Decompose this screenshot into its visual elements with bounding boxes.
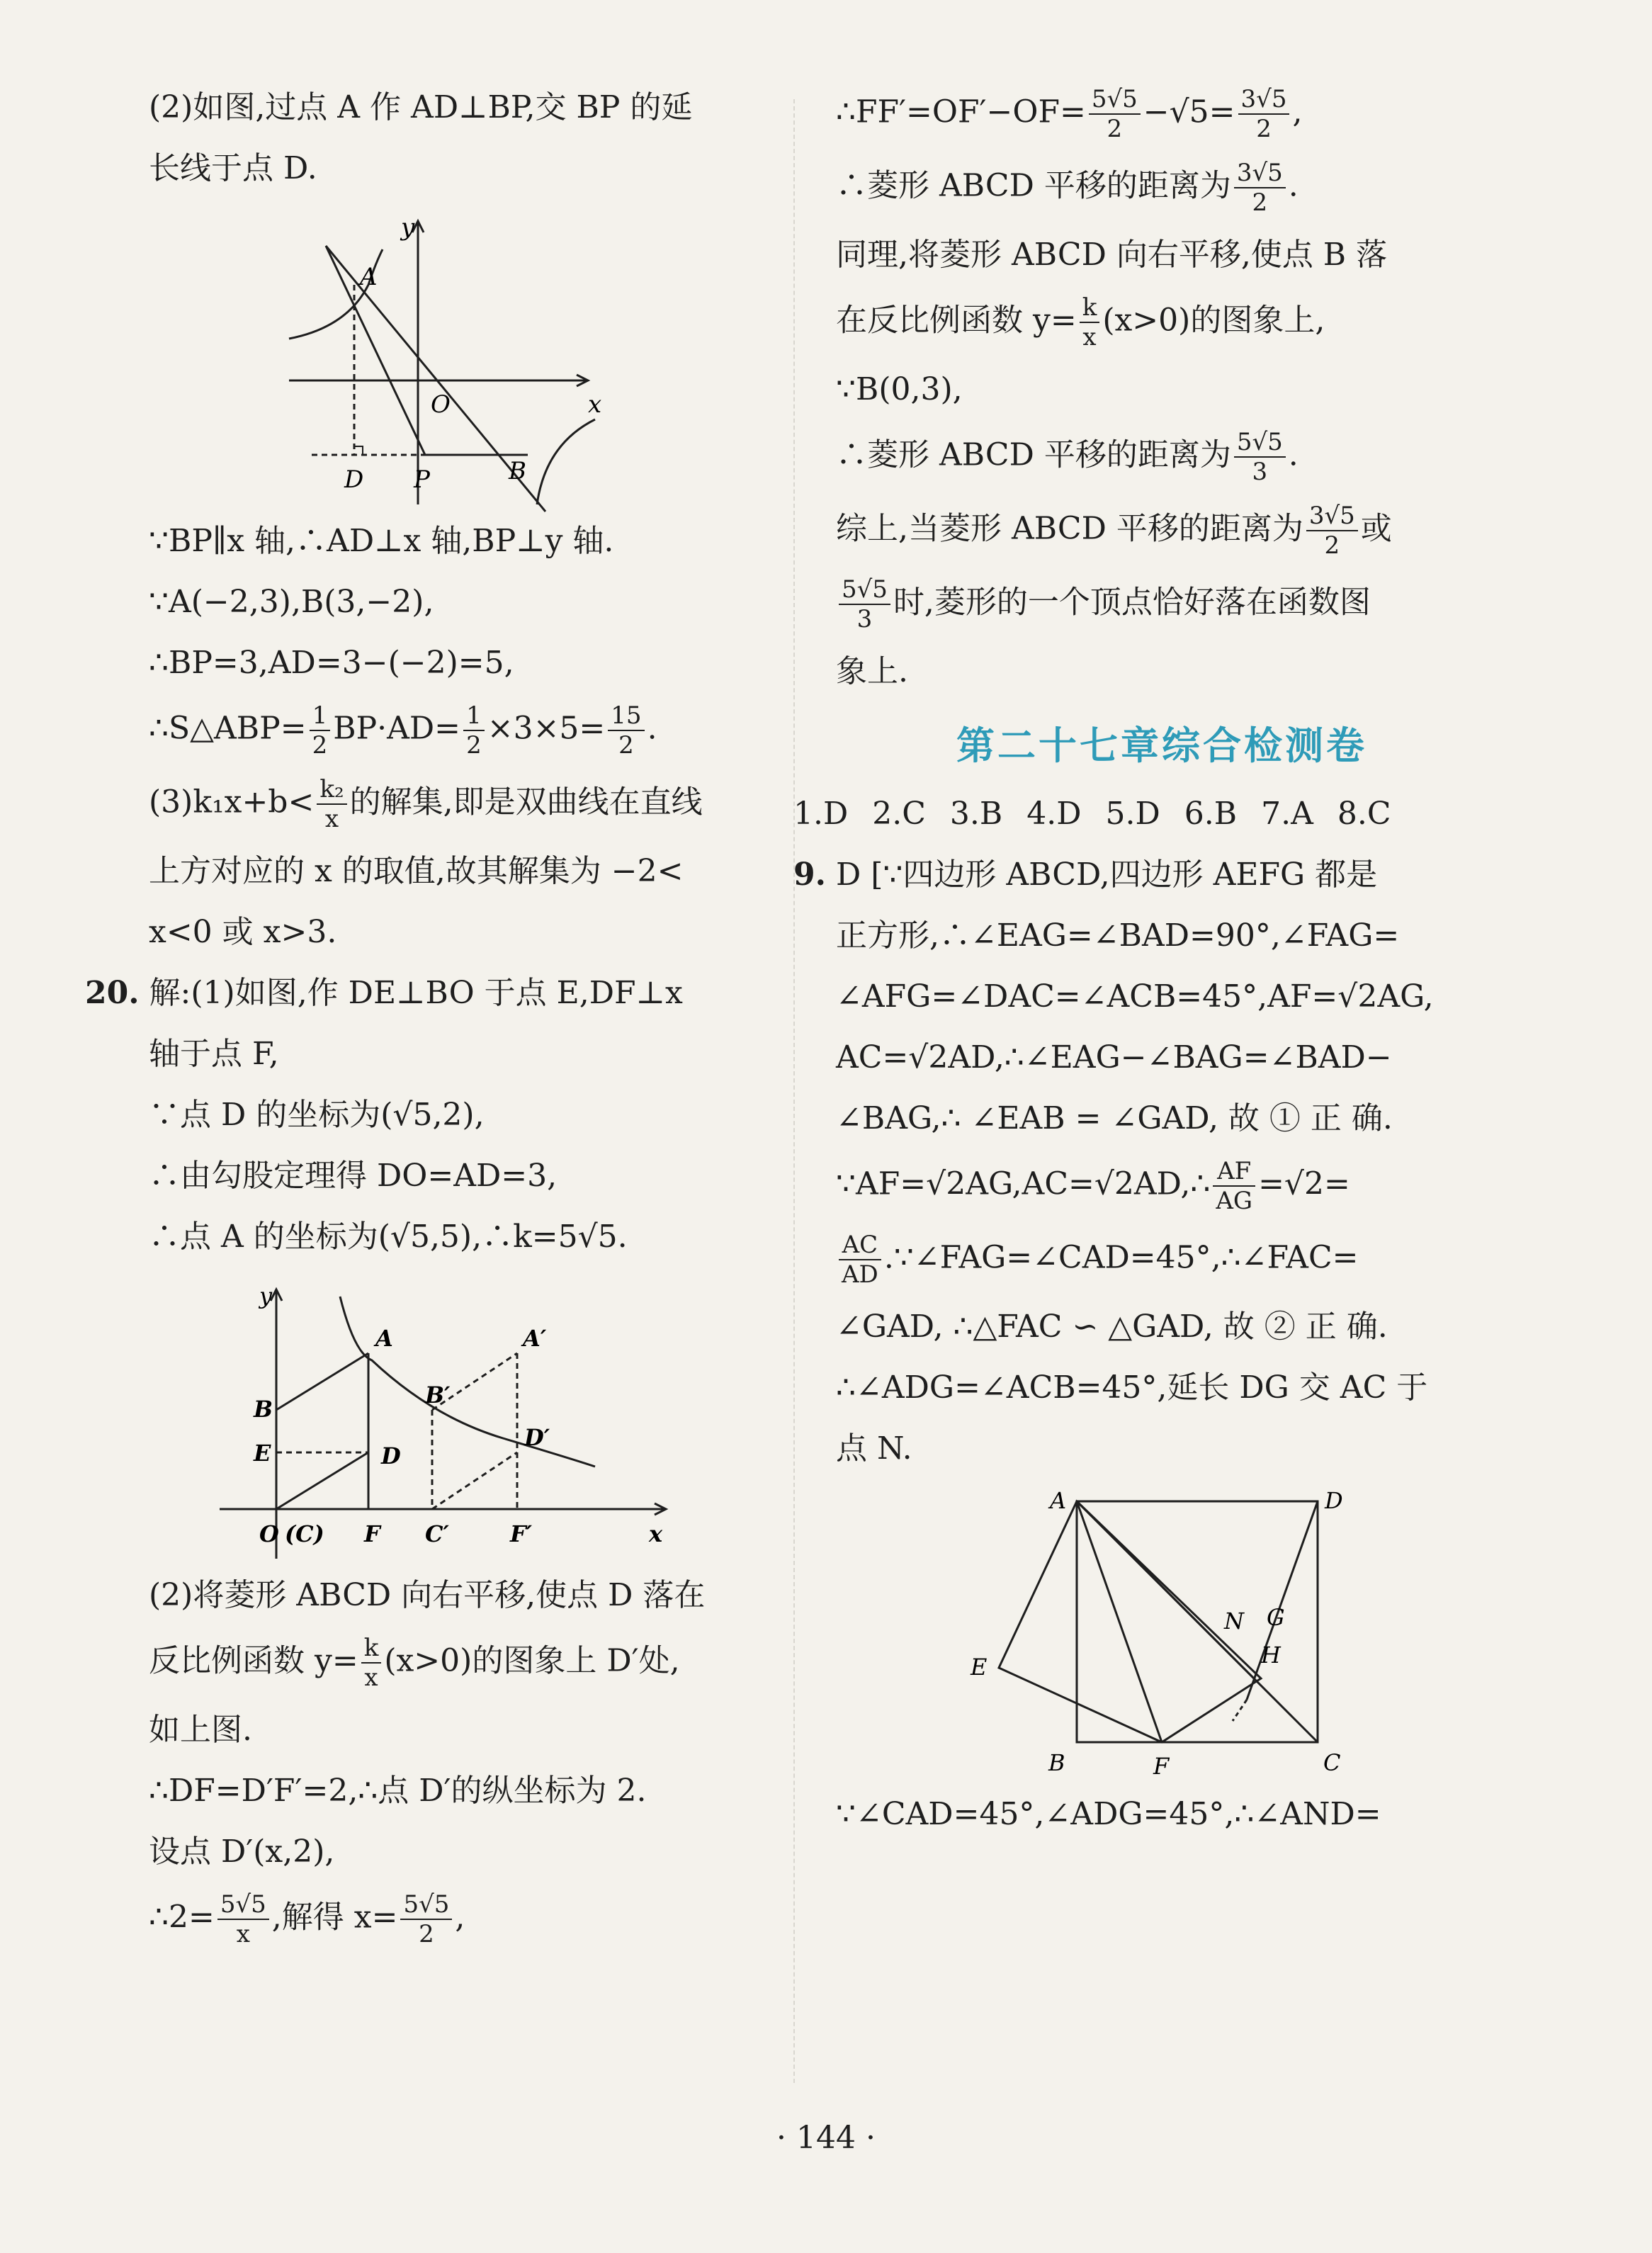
label-g: G xyxy=(1267,1604,1285,1631)
text: ,解得 x= xyxy=(271,1899,398,1936)
text-line: ∴∠ADG=∠ACB=45°,延长 DG 交 AC 于 xyxy=(836,1370,1428,1406)
numerator: 1 xyxy=(463,701,485,731)
denominator: 3 xyxy=(1252,458,1268,486)
fraction xyxy=(839,575,890,633)
text-line: 设点 D′(x,2), xyxy=(149,1834,335,1870)
fraction xyxy=(839,1231,881,1289)
denominator: 2 xyxy=(1256,115,1272,143)
text-line xyxy=(836,575,1488,633)
text-line: ∴由勾股定理得 DO=AD=3, xyxy=(149,1158,558,1194)
side-ba xyxy=(276,1353,368,1410)
denominator: 2 xyxy=(1107,115,1123,143)
denominator: 2 xyxy=(618,731,634,760)
answer-item: 8.C xyxy=(1337,796,1391,832)
text-line: ∠GAD, ∴△FAC ∽ △GAD, 故 ② 正 确. xyxy=(836,1309,1388,1345)
fraction xyxy=(400,1890,452,1948)
denominator: 2 xyxy=(1252,188,1268,217)
column-divider xyxy=(793,99,795,2083)
text-line xyxy=(836,159,1488,217)
denominator: 2 xyxy=(1324,531,1340,560)
text-line: ∠AFG=∠DAC=∠ACB=45°,AF=√2AG, xyxy=(836,978,1434,1015)
label-y: y xyxy=(401,213,415,242)
numerator: 3√5 xyxy=(1234,159,1286,188)
text: (3)k₁x+b< xyxy=(149,784,315,820)
denominator: 2 xyxy=(466,731,482,760)
label-o: O xyxy=(259,1520,279,1547)
numerator: 5√5 xyxy=(400,1890,452,1920)
text: ∵AF=√2AG,AC=√2AD,∴ xyxy=(836,1165,1211,1202)
text: 或 xyxy=(1360,510,1392,547)
numerator: k xyxy=(361,1634,382,1664)
side-od xyxy=(276,1452,368,1509)
label-f: F xyxy=(364,1520,380,1547)
question-20-header xyxy=(85,971,772,1016)
text-line-area xyxy=(135,701,772,760)
text: 时,菱形的一个顶点恰好落在函数图 xyxy=(893,584,1371,621)
right-column xyxy=(793,85,1488,1853)
numerator: 1 xyxy=(310,701,331,731)
denominator: x xyxy=(324,805,339,833)
fraction xyxy=(1234,428,1286,486)
text-line: ∠BAG,∴ ∠EAB = ∠GAD, 故 ① 正 确. xyxy=(836,1100,1393,1136)
label-e: E xyxy=(254,1440,271,1467)
text-line: 轴于点 F, xyxy=(149,1036,279,1072)
text-line: ∵∠CAD=45°,∠ADG=45°,∴∠AND= xyxy=(836,1796,1381,1832)
figure-rhombus-translation xyxy=(135,1275,772,1573)
label-d: D xyxy=(344,465,364,494)
question-9-header xyxy=(793,852,1488,898)
fraction xyxy=(361,1634,382,1692)
segment-af xyxy=(1077,1501,1162,1742)
numerator: 3√5 xyxy=(1306,502,1358,531)
denominator: 3 xyxy=(856,605,873,633)
right-angle-mark xyxy=(354,446,363,455)
answer-row xyxy=(793,791,1488,837)
text-line xyxy=(836,428,1488,486)
denominator: x xyxy=(236,1920,250,1948)
label-a: A xyxy=(375,1325,393,1352)
text: ∴S△ABP= xyxy=(149,710,307,747)
text: ∴2= xyxy=(149,1899,215,1936)
denominator: AD xyxy=(842,1260,878,1289)
label-b: B xyxy=(1048,1749,1065,1776)
text-line xyxy=(836,1157,1488,1215)
text-line: 象上. xyxy=(836,653,908,689)
answer-item: 4.D xyxy=(1026,796,1082,832)
numerator: 5√5 xyxy=(1089,85,1141,115)
fraction xyxy=(1089,85,1141,143)
numerator: 15 xyxy=(608,701,644,731)
label-f: F xyxy=(1153,1753,1170,1780)
numerator: 3√5 xyxy=(1238,85,1290,115)
text-line: 点 N. xyxy=(836,1430,912,1467)
text: ∴菱形 ABCD 平移的距离为 xyxy=(836,167,1231,204)
text: 的解集,即是双曲线在直线 xyxy=(349,784,703,820)
label-c: (C) xyxy=(285,1520,324,1547)
text: −√5= xyxy=(1143,94,1235,130)
text-line: 如上图. xyxy=(149,1712,252,1748)
numerator: AF xyxy=(1213,1157,1255,1187)
label-c-prime: C′ xyxy=(425,1520,449,1547)
text-line xyxy=(836,1231,1488,1289)
fraction xyxy=(1238,85,1290,143)
label-x: x xyxy=(649,1520,663,1547)
numerator: 5√5 xyxy=(217,1890,269,1920)
text: 在反比例函数 y= xyxy=(836,302,1077,339)
label-b: B xyxy=(509,457,526,485)
text-line: ∴BP=3,AD=3−(−2)=5, xyxy=(149,645,514,681)
shifted-c-d xyxy=(432,1452,517,1509)
answer-item: 5.D xyxy=(1105,796,1160,832)
numerator: 5√5 xyxy=(1234,428,1286,458)
text-line: (2)将菱形 ABCD 向右平移,使点 D 落在 xyxy=(149,1577,706,1613)
label-d-prime: D′ xyxy=(524,1424,550,1451)
fraction xyxy=(1306,502,1358,560)
text: D [∵四边形 ABCD,四边形 AEFG 都是 xyxy=(835,857,1378,893)
label-a-prime: A′ xyxy=(523,1325,547,1352)
answer-item: 3.B xyxy=(949,796,1003,832)
label-a: A xyxy=(360,263,378,291)
text: =√2= xyxy=(1258,1165,1350,1202)
label-b-prime: B′ xyxy=(425,1382,451,1408)
question-number: 9. xyxy=(793,857,826,893)
fraction xyxy=(1080,293,1100,351)
answer-item: 6.B xyxy=(1184,796,1238,832)
text: ∴FF′=OF′−OF= xyxy=(836,94,1086,130)
label-o: O xyxy=(431,390,451,419)
text-line: (2)如图,过点 A 作 AD⊥BP,交 BP 的延 xyxy=(149,89,693,125)
label-d: D xyxy=(381,1442,401,1469)
fraction xyxy=(217,1890,269,1948)
square-aefg xyxy=(999,1501,1261,1742)
text-line: 长线于点 D. xyxy=(149,150,317,186)
label-n: N xyxy=(1224,1608,1244,1634)
text-line: ∵点 D 的坐标为(√5,2), xyxy=(149,1097,485,1133)
text: . xyxy=(1288,436,1299,473)
denominator: 2 xyxy=(419,1920,434,1948)
numerator: k xyxy=(1080,293,1100,323)
text: BP·AD= xyxy=(333,710,461,747)
text-line xyxy=(836,293,1488,351)
fraction xyxy=(317,775,346,833)
text: , xyxy=(1292,94,1303,130)
text: ×3×5= xyxy=(487,710,606,747)
answer-item: 2.C xyxy=(872,796,926,832)
figure-hyperbola-triangle xyxy=(135,207,772,519)
chapter-title: 第二十七章综合检测卷 xyxy=(956,723,1367,768)
denominator: AG xyxy=(1216,1187,1253,1215)
answer-item: 1.D xyxy=(793,796,849,832)
fraction xyxy=(1213,1157,1255,1215)
text: (x>0)的图象上 D′处, xyxy=(384,1642,680,1679)
label-x: x xyxy=(588,390,602,419)
numerator: AC xyxy=(839,1231,881,1260)
text: (x>0)的图象上, xyxy=(1102,302,1325,339)
label-h: H xyxy=(1261,1642,1281,1668)
text: 反比例函数 y= xyxy=(149,1642,358,1679)
text: 综上,当菱形 ABCD 平移的距离为 xyxy=(836,510,1303,547)
label-y: y xyxy=(259,1282,273,1309)
label-b: B xyxy=(254,1396,273,1423)
fraction xyxy=(1234,159,1286,217)
text-line: ∴DF=D′F′=2,∴点 D′的纵坐标为 2. xyxy=(149,1773,647,1809)
hyperbola xyxy=(340,1297,595,1467)
segment-dg xyxy=(1247,1501,1318,1700)
text-line xyxy=(836,85,1488,143)
text-line: 同理,将菱形 ABCD 向右平移,使点 B 落 xyxy=(836,237,1388,273)
fraction xyxy=(463,701,485,760)
text-line: AC=√2AD,∴∠EAG−∠BAG=∠BAD− xyxy=(836,1039,1392,1075)
text-line: ∴点 A 的坐标为(√5,5),∴k=5√5. xyxy=(149,1219,628,1255)
text-line: x<0 或 x>3. xyxy=(149,914,337,950)
segment-gn xyxy=(1233,1700,1247,1721)
text: , xyxy=(455,1899,465,1936)
fraction xyxy=(310,701,331,760)
left-column xyxy=(85,85,772,1964)
answer-item: 7.A xyxy=(1261,796,1313,832)
text-line: ∵A(−2,3),B(3,−2), xyxy=(149,584,434,620)
text: . xyxy=(1288,167,1299,204)
denominator: x xyxy=(364,1664,378,1692)
text-line: ∵BP∥x 轴,∴AD⊥x 轴,BP⊥y 轴. xyxy=(149,523,614,559)
label-p: P xyxy=(414,465,430,494)
segment-ah xyxy=(1077,1501,1254,1678)
figure-two-squares xyxy=(836,1487,1488,1792)
text-line xyxy=(135,1634,772,1692)
text-line xyxy=(135,775,772,833)
text-line: 正方形,∴∠EAG=∠BAD=90°,∠FAG= xyxy=(836,917,1400,954)
text-line: 上方对应的 x 的取值,故其解集为 −2< xyxy=(149,853,684,889)
denominator: 2 xyxy=(312,731,328,760)
hyperbola-branch-right xyxy=(537,419,595,504)
denominator: x xyxy=(1082,323,1097,351)
text: . xyxy=(647,710,657,747)
label-e: E xyxy=(971,1654,988,1681)
text-line xyxy=(836,502,1488,560)
text-line: ∵B(0,3), xyxy=(836,371,963,407)
page-number: · 144 · xyxy=(776,2120,876,2156)
text: ∴菱形 ABCD 平移的距离为 xyxy=(836,436,1231,473)
text: .∵∠FAG=∠CAD=45°,∴∠FAC= xyxy=(883,1239,1359,1276)
label-c: C xyxy=(1323,1749,1341,1776)
numerator: k₂ xyxy=(317,775,346,805)
question-number: 20. xyxy=(85,975,140,1011)
label-d: D xyxy=(1325,1487,1343,1514)
label-f-prime: F′ xyxy=(510,1520,533,1547)
numerator: 5√5 xyxy=(839,575,890,605)
text: 解:(1)如图,作 DE⊥BO 于点 E,DF⊥x xyxy=(149,975,683,1011)
fraction xyxy=(608,701,644,760)
text-line xyxy=(135,1890,772,1948)
label-a: A xyxy=(1050,1487,1067,1514)
